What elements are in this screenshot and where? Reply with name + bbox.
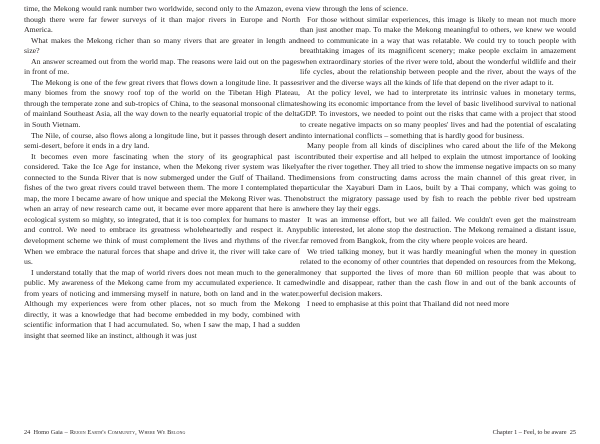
paragraph: It was an immense effort, but we all failed. We couldn't even get the mainstream public interested, let alone stop the destruction. The Mekong remained a distant issue, far removed from Bangkok, from the city where people voices are heard. <box>300 214 576 246</box>
right-page-footer <box>493 429 576 437</box>
paragraph: The Nile, of course, also flows along a longitude line, but it passes through desert and semi-desert, before it ends in a dry land. <box>24 130 300 151</box>
chapter-title: Chapter 1 – Feel, to be aware <box>492 429 567 436</box>
paragraph: It becomes even more fascinating when the story of its geographical past is considered. Take the Ice Age for instance, when the Mekong river system was likely connected to the Sunda River that is now submerged under the Gulf of Thailand. The fishes of the two great rivers could travel between them. The more I contemplated the map, the more I became aware of how unique and special the Mekong River was. Then when an array of new research came out, it became ever more apparent that here is an ecological system so mighty, so integrated, that it is too complex for humans to master and control. We need to embrace its greatness wholeheartedly and respect it. Any development scheme we think of must complement the lives and rhythms of the river. When we embrace the natural forces that shape and drive it, the river will take care of us. <box>24 151 300 267</box>
paragraph: We tried talking money, but it was hardly meaningful when the money in question related to the economy of other countries that depended on resources from the Mekong, money that supported the lives of more than 60 million people that was about to dwindle and disappear, rather than the cash flow in and out of the bank accounts of powerful decision makers. <box>300 246 576 298</box>
paragraph: At the policy level, we had to interpretate its intrinsic values in monetary terms, showing its economic importance from the level of basic livelihood survival to national GDP. To investors, we needed to point out the risks that came with a project that stood to create negative impacts on so many peoples' lives and had the potential of escalating into international conflicts – something that is hardly good for business. <box>300 88 576 140</box>
page-number: 25 <box>569 429 576 436</box>
paragraph: Many people from all kinds of disciplines who cared about the life of the Mekong contributed their expertise and all helped to explain the utmost importance of looking after the river together. They all tried to show the immense negative impacts on so many dimensions from constructing dams across the main channel of this great river, in particular the Xayaburi Dam in Laos, built by a Thai company, which was going to obstruct the migratory passage used by fish to reach the pebble river bed upstream where they lay their eggs. <box>300 141 576 214</box>
paragraph: I understand totally that the map of world rivers does not mean much to the general public. My awareness of the Mekong came from my accumulated experience. It came from years of noticing and immersing myself in nature, both on land and in the water. Although my experiences were from other places, not so much from the Mekong directly, it was a knowledge that had become embedded in my body, combined with scientific information that I had accumulated. So, when I saw the map, I had a sudden insight that seemed like an instinct, although it was just <box>24 267 300 340</box>
footer-separator: – <box>64 429 68 436</box>
book-subtitle: Rejoin Earth's Community, Where We Belong <box>69 429 186 436</box>
paragraph: a view through the lens of science. <box>300 4 409 13</box>
left-page <box>24 4 300 416</box>
page-number: 24 <box>24 429 31 436</box>
paragraph: For those without similar experiences, this image is likely to mean not much more than just another map. To make the Mekong meaningful to others, we knew we would need to communicate in a way that was relatable. We could try to touch people with breathtaking images of its magnificent scenery; make people exclaim in amazement when extraordinary stories of the river were told, about the wonderful wildlife and their life cycles, about the relationship between people and the river, about the ways of the river and the diverse ways all the kinds of life that depend on the river adapt to it. <box>300 14 576 87</box>
book-title: Homo Gaia <box>33 429 63 436</box>
paragraph: An answer screamed out from the world map. The reasons were laid out on the pages in front of me. <box>24 56 300 77</box>
paragraph: The Mekong is one of the few great rivers that flows down a longitude line. It passes many biomes from the snowy roof top of the world on the Tibetan High Plateau, through the temperate zone and sub-tropics of China, to the seasonal monsoonal climate of mainland Southeast Asia, all the way down to the nearly equatorial tropic of the delta in South Vietnam. <box>24 77 300 130</box>
left-page-footer <box>24 429 185 437</box>
paragraph: I need to emphasise at this point that Thailand did not need more <box>307 299 510 309</box>
paragraph: What makes the Mekong richer than so many rivers that are greater in length and size? <box>24 35 300 56</box>
right-page <box>300 4 576 416</box>
paragraph: time, the Mekong would rank number two worldwide, second only to the Amazon, even though there were far fewer surveys of it than major rivers in Europe and North America. <box>24 4 300 35</box>
